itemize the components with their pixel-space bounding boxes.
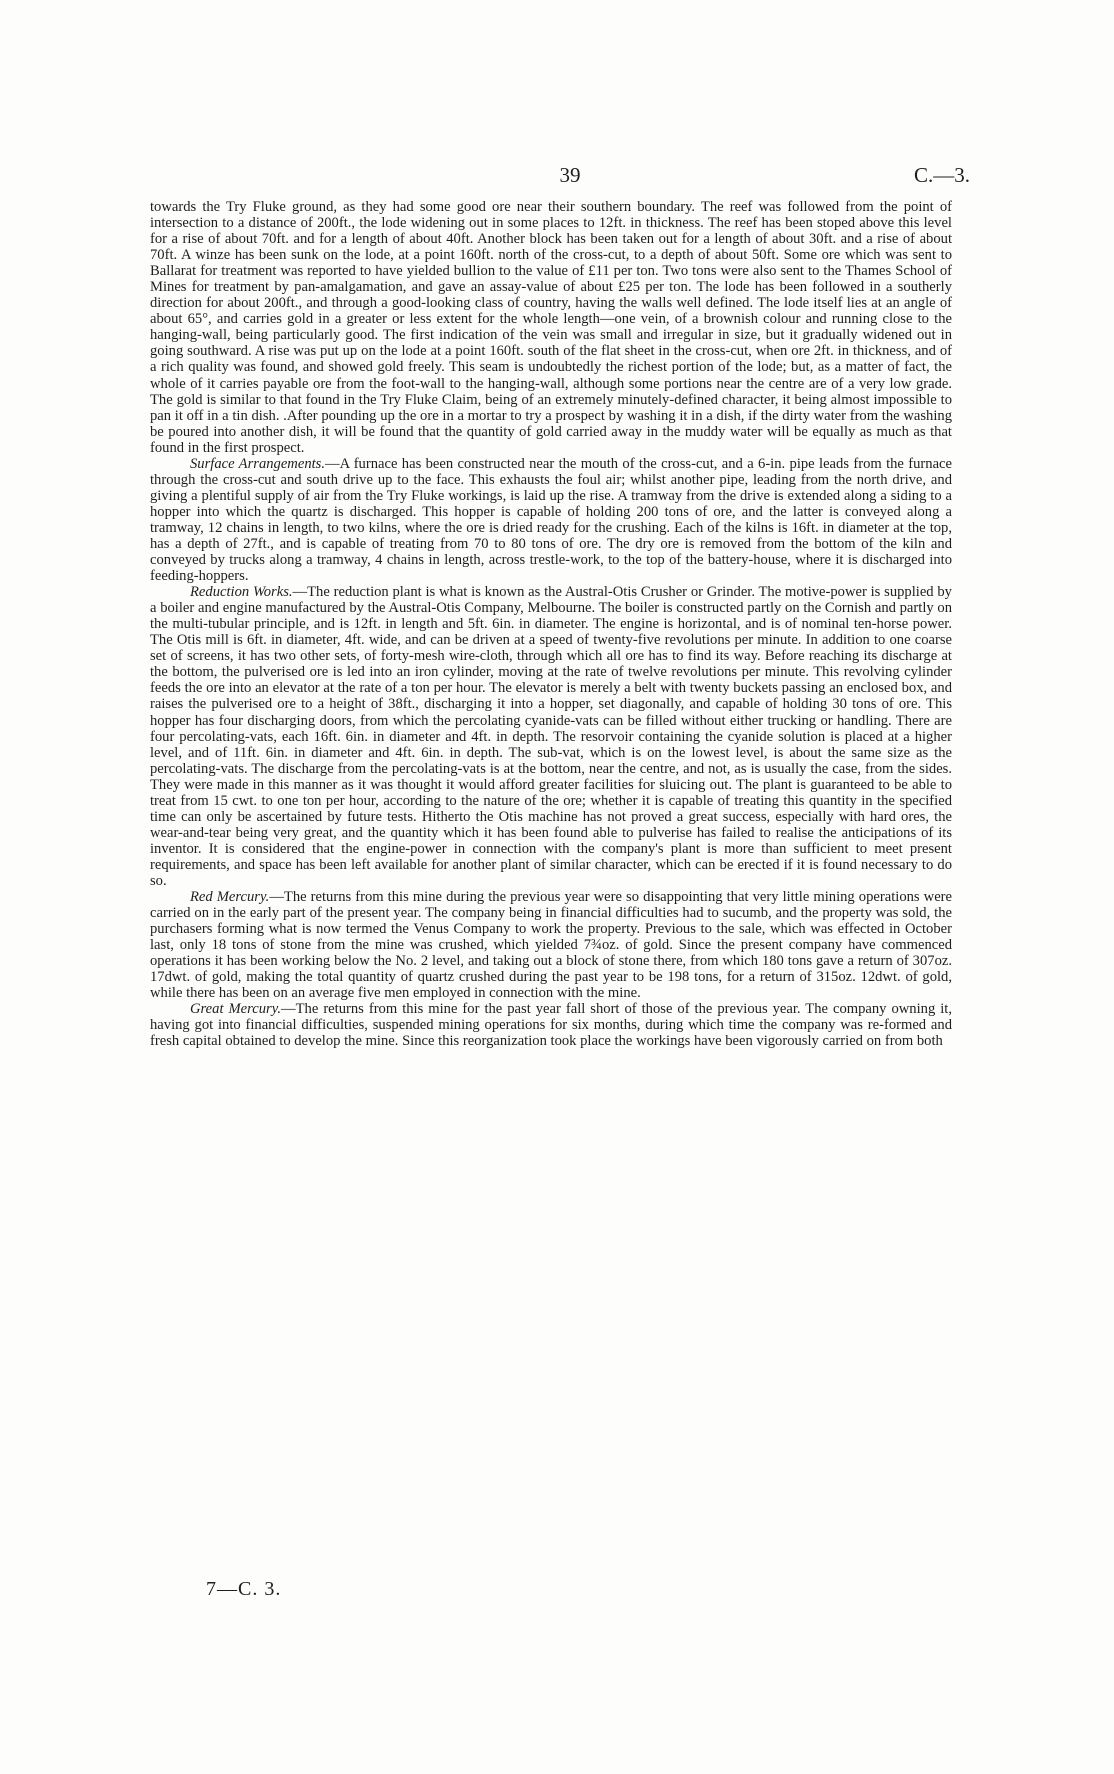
- paragraph-text: towards the Try Fluke ground, as they had some good ore near their southern boundary. The reef was followed from the point of intersection to a distance of 200ft., the lode widening out in some places to 12ft. in thickness. The reef has been stoped above this level for a rise of about 70ft. and for a length of about 40ft. Another block has been taken out for a length of about 30ft. and a rise of about 70ft. A winze has been sunk on the lode, at a point 160ft. north of the cross-cut, to a depth of about 50ft. Some ore which was sent to Ballarat for treatment was reported to have yielded bullion to the value of £11 per ton. Two tons were also sent to the Thames School of Mines for treatment by pan-amalgamation, and gave an assay-value of about £25 per ton. The lode has been followed in a southerly direction for about 200ft., and through a good-looking class of country, having the walls well defined. The lode itself lies at an angle of about 65°, and carries gold in a greater or less extent for the whole length—one vein, of a brownish colour and running close to the hanging-wall, being particularly good. The first indication of the vein was small and irregular in size, but it gradually widened out in going southward. A rise was put up on the lode at a point 160ft. south of the flat sheet in the cross-cut, when ore 2ft. in thickness, and of a rich quality was found, and showed gold freely. This seam is undoubtedly the richest portion of the lode; but, as a matter of fact, the whole of it carries payable ore from the foot-wall to the hanging-wall, although some portions near the centre are of a very low grade. The gold is similar to that found in the Try Fluke Claim, being of an extremely minutely-defined character, it being almost impossible to pan it off in a tin dish. .After pounding up the ore in a mortar to try a prospect by washing it in a dish, if the dirty water from the washing be poured into another dish, it will be found that the quantity of gold carried away in the muddy water will be equally as much as that found in the first prospect.: [150, 199, 952, 456]
- paragraph-text: —The returns from this mine for the past year fall short of those of the previous year. The company owning it, having got into financial difficulties, suspended mining operations for six months, during which time the company was re-formed and fresh capital obtained to develop the mine. Since this reorganization took place the workings have been vigorously carried on from both: [150, 1001, 952, 1050]
- section-lead: Reduction Works.: [190, 584, 293, 601]
- paragraph-text: —The reduction plant is what is known as the Austral-Otis Crusher or Grinder. The motive-power is supplied by a boiler and engine manufactured by the Austral-Otis Company, Melbourne. The boiler is constructed partly on the Cornish and partly on the multi-tubular principle, and is 12ft. in length and 5ft. 6in. in diameter. The engine is horizontal, and is of nominal ten-horse power. The Otis mill is 6ft. in diameter, 4ft. wide, and can be driven at a speed of twenty-five revolutions per minute. In addition to one coarse set of screens, it has two other sets, of forty-mesh wire-cloth, through which all ore has to find its way. Before reaching its discharge at the bottom, the pulverised ore is led into an iron cylinder, moving at the rate of twelve revolutions per minute. This revolving cylinder feeds the ore into an elevator at the rate of a ton per hour. The elevator is merely a belt with twenty buckets passing an enclosed box, and raises the pulverised ore to a height of 38ft., discharging it into a hopper, set diagonally, and capable of holding 30 tons of ore. This hopper has four discharging doors, from which the percolating cyanide-vats can be filled without either trucking or handling. There are four percolating-vats, each 16ft. 6in. in diameter and 4ft. in depth. The resorvoir containing the cyanide solution is placed at a higher level, and of 11ft. 6in. in diameter and 4ft. 6in. in depth. The sub-vat, which is on the lowest level, is about the same size as the percolating-vats. The discharge from the percolating-vats is at the bottom, near the centre, and not, as is usually the case, from the sides. They were made in this manner as it was thought it would afford greater facilities for sluicing out. The plant is guaranteed to be able to treat from 15 cwt. to one ton per hour, according to the nature of the ore; whether it is capable of treating this quantity in the specified time can only be ascertained by future tests. Hitherto the Otis machine has not proved a great success, especially with hard ores, the wear-and-tear being very great, and the quantity which it has been found able to pulverise has failed to realise the anticipations of its inventor. It is considered that the engine-power in connection with the company's plant is more than sufficient to meet present requirements, and space has been left available for another plant of similar character, which can be erected if it is found necessary to do so.: [150, 584, 952, 889]
- paragraph-try-fluke: [150, 199, 952, 456]
- body-text: [150, 199, 952, 1049]
- section-lead: Red Mercury.: [190, 889, 270, 906]
- paragraph-text: —A furnace has been constructed near the mouth of the cross-cut, and a 6-in. pipe leads from the furnace through the cross-cut and south drive up to the face. This exhausts the foul air; whilst another pipe, leading from the north drive, and giving a plentiful supply of air from the Try Fluke workings, is laid up the rise. A tramway from the drive is extended along a siding to a hopper into which the quartz is discharged. This hopper is capable of holding 200 tons of ore, and the latter is conveyed along a tramway, 12 chains in length, to two kilns, where the ore is dried ready for the crushing. Each of the kilns is 16ft. in diameter at the top, has a depth of 27ft., and is capable of treating from 70 to 80 tons of ore. The dry ore is removed from the bottom of the kiln and conveyed by trucks along a tramway, 4 chains in length, across trestle-work, to the top of the battery-house, where it is discharged into feeding-hoppers.: [150, 455, 952, 585]
- paragraph-surface-arrangements: [150, 456, 952, 584]
- page-reference: C.—3.: [913, 163, 970, 187]
- paragraph-text: —The returns from this mine during the previous year were so disappointing that very little mining operations were carried on in the early part of the present year. The company being in financial difficulties had to sucumb, and the property was sold, the purchasers forming what is now termed the Venus Company to work the property. Previous to the sale, which was effected in October last, only 18 tons of stone from the mine was crushed, which yielded 7¾oz. of gold. Since the present company have commenced operations it has been working below the No. 2 level, and taking out a block of stone there, from which 180 tons gave a return of 307oz. 17dwt. of gold, making the total quantity of quartz crushed during the past year to be 198 tons, for a return of 315oz. 12dwt. of gold, while there has been on an average five men employed in connection with the mine.: [150, 889, 953, 1002]
- paragraph-reduction-works: [150, 584, 952, 889]
- paragraph-red-mercury: [150, 889, 952, 1001]
- page-number: 39: [559, 163, 581, 187]
- paragraph-great-mercury: [150, 1001, 952, 1049]
- signature-mark: 7—C. 3.: [206, 1578, 282, 1600]
- section-lead: Surface Arrangements.: [190, 455, 326, 472]
- section-lead: Great Mercury.: [190, 1001, 282, 1018]
